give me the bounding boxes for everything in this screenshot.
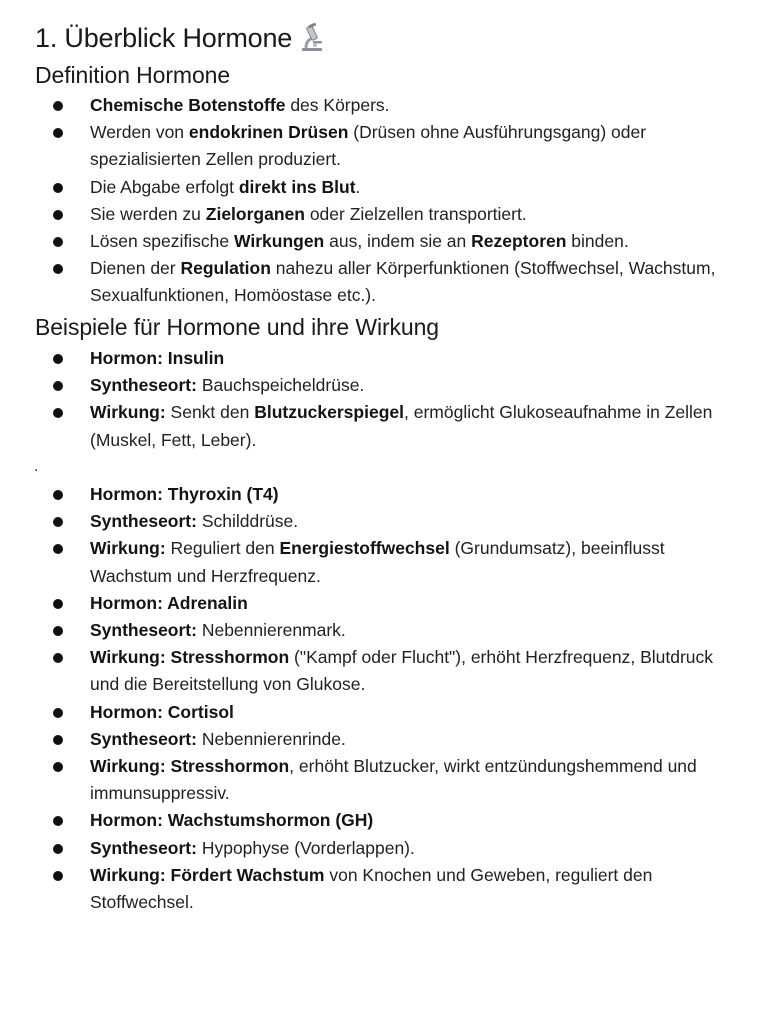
examples-list-1 bbox=[0, 345, 768, 454]
list-item: Hormon: Adrenalin bbox=[0, 590, 768, 617]
list-item: Dienen der Regulation nahezu aller Körperfunktionen (Stoffwechsel, Wachstum, Sexualfunktionen, Homöostase etc.). bbox=[0, 255, 768, 309]
list-item: Die Abgabe erfolgt direkt ins Blut. bbox=[0, 174, 768, 201]
bullet-icon bbox=[53, 653, 63, 663]
list-item: Syntheseort: Schilddrüse. bbox=[0, 508, 768, 535]
bullet-icon bbox=[53, 871, 63, 881]
bullet-icon bbox=[53, 490, 63, 500]
list-item: Wirkung: Reguliert den Energiestoffwechsel (Grundumsatz), beeinflusst Wachstum und Herzfrequenz. bbox=[0, 535, 768, 589]
bullet-icon bbox=[53, 517, 63, 527]
microscope-icon bbox=[298, 23, 326, 53]
bullet-icon bbox=[53, 354, 63, 364]
list-item: Werden von endokrinen Drüsen (Drüsen ohne Ausführungsgang) oder spezialisierten Zellen produziert. bbox=[0, 119, 768, 173]
examples-list-2 bbox=[0, 481, 768, 916]
list-item: Hormon: Cortisol bbox=[0, 699, 768, 726]
bullet-icon bbox=[53, 210, 63, 220]
list-item: Wirkung: Stresshormon ("Kampf oder Flucht"), erhöht Herzfrequenz, Blutdruck und die Bereitstellung von Glukose. bbox=[0, 644, 768, 698]
page-title-text: 1. Überblick Hormone bbox=[35, 23, 293, 53]
section-heading-examples: Beispiele für Hormone und ihre Wirkung bbox=[35, 314, 440, 340]
bullet-icon bbox=[53, 128, 63, 138]
separator-dot: . bbox=[34, 458, 39, 475]
bullet-icon bbox=[53, 381, 63, 391]
list-item: Lösen spezifische Wirkungen aus, indem sie an Rezeptoren binden. bbox=[0, 228, 768, 255]
bullet-icon bbox=[53, 237, 63, 247]
bullet-icon bbox=[53, 762, 63, 772]
list-item: Hormon: Wachstumshormon (GH) bbox=[0, 807, 768, 834]
section-heading-definition: Definition Hormone bbox=[35, 62, 231, 88]
bullet-icon bbox=[53, 101, 63, 111]
list-item: Syntheseort: Hypophyse (Vorderlappen). bbox=[0, 835, 768, 862]
list-item: Wirkung: Fördert Wachstum von Knochen und Geweben, reguliert den Stoffwechsel. bbox=[0, 862, 768, 916]
list-item: Wirkung: Senkt den Blutzuckerspiegel, ermöglicht Glukoseaufnahme in Zellen (Muskel, Fett, Leber). bbox=[0, 399, 768, 453]
list-item: Hormon: Thyroxin (T4) bbox=[0, 481, 768, 508]
bullet-icon bbox=[53, 816, 63, 826]
list-item: Sie werden zu Zielorganen oder Zielzellen transportiert. bbox=[0, 201, 768, 228]
bullet-icon bbox=[53, 626, 63, 636]
bullet-icon bbox=[53, 264, 63, 274]
list-item: Chemische Botenstoffe des Körpers. bbox=[0, 92, 768, 119]
list-item: Syntheseort: Nebennierenmark. bbox=[0, 617, 768, 644]
bullet-icon bbox=[53, 844, 63, 854]
list-item: Syntheseort: Nebennierenrinde. bbox=[0, 726, 768, 753]
bullet-icon bbox=[53, 708, 63, 718]
list-item: Wirkung: Stresshormon, erhöht Blutzucker, wirkt entzündungshemmend und immunsuppressiv. bbox=[0, 753, 768, 807]
bullet-icon bbox=[53, 544, 63, 554]
bullet-icon bbox=[53, 408, 63, 418]
list-item: Hormon: Insulin bbox=[0, 345, 768, 372]
bullet-icon bbox=[53, 599, 63, 609]
page-title bbox=[35, 19, 326, 57]
list-item: Syntheseort: Bauchspeicheldrüse. bbox=[0, 372, 768, 399]
bullet-icon bbox=[53, 183, 63, 193]
definition-list bbox=[0, 92, 768, 310]
bullet-icon bbox=[53, 735, 63, 745]
